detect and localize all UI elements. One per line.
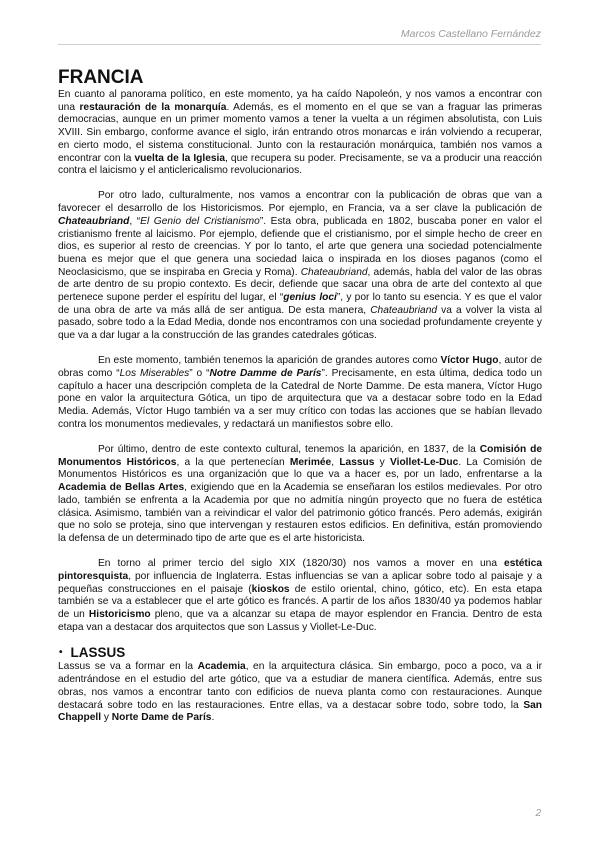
spacer [58,178,542,191]
section-title-francia: FRANCIA [58,67,144,88]
subsection-title: LASSUS [70,645,126,661]
text: y [374,456,390,468]
bold-term: Comisión de Monumentos Históricos [58,444,542,468]
bold-italic-term: Chateaubriand [58,215,130,227]
text: Por otro lado, culturalmente, nos vamos a encontrar con la publicación de obras que van a favorecer el desarrollo de los Historicismos. Por ejemplo, en Francia, va a ser clave la publicación de [58,190,542,215]
bold-term: Merimée [289,456,332,468]
text: , que recupera su poder. Precisamente, se va a producir una reacción contra el laicismo y el anticlericalismo revolucionarios. [58,152,542,177]
bullet-icon: • [59,647,63,659]
paragraph-lassus [58,661,542,725]
paragraph-pintoresquista [58,558,542,634]
italic-name: Chateaubriand [300,266,368,278]
bold-term: Norte Dame de París [111,712,212,724]
text: , a la que pertenecían [176,456,290,468]
text: pleno, que va a alcanzar su etapa de mayor esplendor en Francia. Dentro de esta etapa van a destacar dos arquitectos que son Lassus y Viollet-Le-Duc. [58,609,542,633]
text: ”. Precisamente, en esta última, dedica todo un capítulo a hacer una descripción completa de la Catedral de Norte Damme. De esta manera, Víctor Hugo pone en valor la arquitectura Gótica, un tipo de arquitectura que va a destacar sobre todo en la Edad Media. Además, Víctor Hugo también va a ser muy crítico con todas las acciones que se habían llevado contra los monumentos medievales, y redactará un manifiestos sobre ello. [58,368,542,430]
paragraph-comision [58,444,542,546]
text: . Además, es el momento en el que se van a fraguar las primeras democracias, aunque en un primer momento vamos a tener la vuelta a un régimen absolutista, con Luis XVIII. Sin embargo, conforme avance el siglo, irán entrando otros monarcas e irán volviendo a recuperar, en cierto modo, el sistema constitucional. Junto con la restauración monárquica, también nos vamos a encontrar con la [58,101,542,164]
text: Por último, dentro de este contexto cultural, tenemos la aparición, en 1837, de la [98,444,480,456]
bold-term: kioskos [251,583,290,595]
bold-term: Víctor Hugo [440,355,499,367]
text: En este momento, también tenemos la aparición de grandes autores como [98,355,441,367]
spacer [58,432,542,445]
text: En torno al primer tercio del siglo XIX (1820/30) nos vamos a mover en una [98,558,505,570]
bold-term: estética pintoresquista [58,558,542,582]
bold-italic-term: genius loci [283,292,337,304]
bold-term: restauración de la monarquía [79,101,227,113]
subsection-heading-lassus [58,644,542,661]
text: , en la arquitectura clásica. Sin embargo, poco a poco, va a ir adentrándose en el estudio del arte gótico, que va a estudiar de manera científica. Además, entre sus obras, nos vamos a encontrar tanto con edificios de nueva planta como con restauraciones. Aunque destacará sobre todo en las restauraciones. Entre ellas, va a destacar sobre todo, sobre todo, la [58,661,542,711]
paragraph-victor-hugo [58,355,542,431]
header-divider [58,44,541,45]
bold-italic-term: Notre Damme de París [209,368,322,380]
italic-title: El Genio del Cristianismo [140,215,260,227]
text: y [101,712,112,724]
text: En cuanto al panorama político, en este momento, ya ha caído Napoleón, y nos vamos a encontrar con una [58,89,542,113]
page-number: 2 [535,808,541,819]
bold-term: Lassus [339,456,375,468]
spacer [58,546,542,559]
italic-title: Los Miserables [119,368,190,380]
document-body [58,67,542,725]
text: va a volver la vista al pasado, sobre todo a la Edad Media, donde nos encontramos con una sociedad profundamente creyente y que va a dar lugar a la construcción de las grandes catedrales góticas. [58,304,543,342]
bold-term: Academia [197,661,246,673]
paragraph-culture [58,190,542,342]
text: , por influencia de Inglaterra. Estas influencias se van a aplicar sobre todo al paisaje y a pequeñas construcciones en el paisaje ( [58,570,542,595]
italic-name: Chateaubriand [370,304,438,316]
spacer [58,343,542,356]
text: de estilo oriental, chino, gótico, etc). En esta etapa también se va a establecer que el arte gótico es francés. A partir de los años 1830/40 ya podemos hablar de un [58,583,542,621]
bold-term: vuelta de la Iglesia [134,152,226,164]
bold-term: San Chappell [58,699,542,724]
bold-term: Academia de Bellas Artes [58,482,185,494]
text: , [331,456,340,468]
text: ” o “ [189,368,210,380]
bold-term: Historicismo [88,609,151,621]
text: Lassus se va a formar en la [58,661,198,673]
text: , “ [129,215,141,227]
text: . [211,712,215,724]
text: , exigiendo que en la Academia se enseñaran los estilos medievales. Por otro lado, también se enfrenta a la Academia por que no admitía ningún proyecto que no fuera de estética clásica. Asimismo, también van a reivindicar el valor del patrimonio gótico francés. Pero además, exigirán que no solo se proteja, sino que intervengan y restauren estos edificios. En definitiva, están promoviendo la defensa de un determinado tipo de arte que es el arte historicista. [58,482,543,544]
text: ”. Esta obra, publicada en 1802, buscaba poner en valor el cristianismo frente al laicismo. Por ejemplo, defiende que el cristianismo, por el simple hecho de creer en dios, es superior al resto de creencias. Y por lo tanto, el arte que genera una sociedad potencialmente buena es mejor que el que genera una sociedad laica o inspirada en los dioses paganos (como el Neoclasicismo, que se inspiraba en Grecia y Roma). [58,215,542,278]
spacer [58,634,542,644]
bold-term: Viollet-Le-Duc [390,456,459,468]
text: ”, y por lo tanto su esencia. Y es que el valor de una obra de arte va más allá de ser antigua. De esta manera, [58,292,542,316]
text: , además, habla del valor de las obras de arte dentro de su propio contexto. Es decir, defiende que sacar una obra de arte del contexto al que pertenece supone perder el espíritu del lugar, el “ [58,266,542,304]
text: , autor de obras como “ [58,355,543,380]
text: . La Comisión de Monumentos Históricos es una organización que lo que va a hacer es, por un lado, enfrentarse a la [58,456,542,481]
running-header-author: Marcos Castellano Fernández [400,28,541,40]
paragraph-politics [58,89,542,178]
